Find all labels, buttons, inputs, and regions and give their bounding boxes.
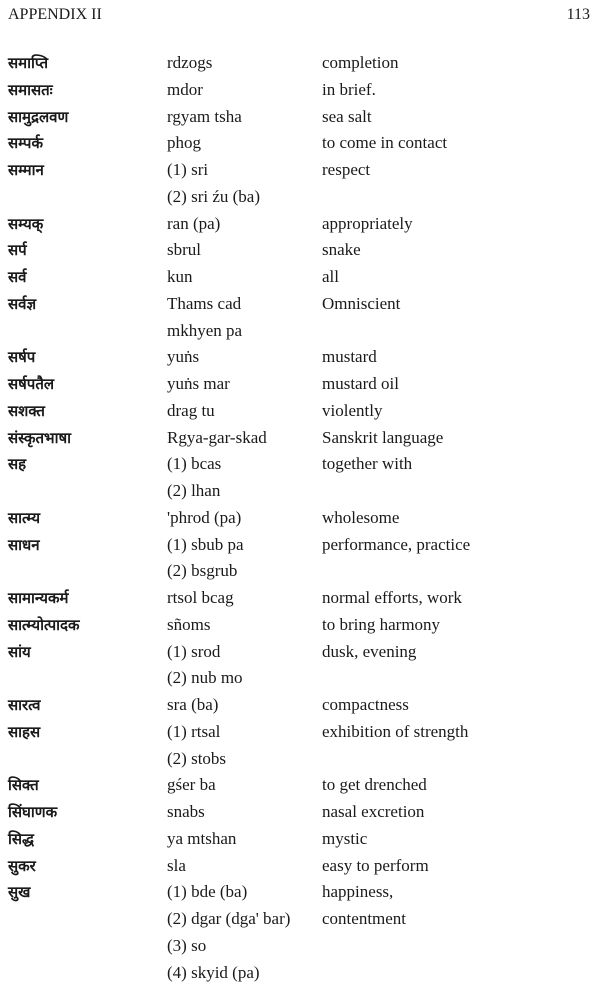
tibetan-term: phog — [167, 133, 201, 153]
tibetan-term: rtsol bcag — [167, 588, 234, 607]
tibetan-term: mkhyen pa — [167, 320, 243, 340]
sanskrit-term: संस्कृतभाषा — [8, 428, 72, 447]
english-meaning: wholesome — [322, 507, 400, 527]
glossary-row — [0, 372, 600, 399]
glossary-row — [0, 559, 600, 586]
english-meaning: all — [322, 267, 339, 286]
tibetan-term: kun — [167, 267, 193, 286]
english-meaning: exhibition of strength — [322, 721, 469, 741]
tibetan-term: yuṅs — [167, 347, 200, 367]
sanskrit-term: सांय — [8, 642, 31, 661]
glossary-row — [0, 747, 600, 774]
sanskrit-term: सर्व — [8, 268, 27, 286]
glossary-row — [0, 720, 600, 747]
glossary-row — [0, 265, 600, 292]
glossary-row — [0, 773, 600, 800]
english-meaning: mustard oil — [322, 374, 399, 393]
english-meaning: mustard — [322, 347, 377, 367]
sanskrit-term: सर्वज्ञ — [8, 294, 37, 313]
english-meaning: Omniscient — [322, 293, 401, 313]
english-meaning: Sanskrit language — [322, 427, 444, 447]
glossary-row — [0, 51, 600, 78]
english-meaning: compactness — [322, 695, 409, 714]
glossary-row — [0, 426, 600, 453]
glossary-row — [0, 345, 600, 372]
tibetan-term: rdzogs — [167, 53, 213, 72]
glossary-row — [0, 479, 600, 506]
tibetan-term: (1) sbub pa — [167, 534, 244, 554]
tibetan-term: snabs — [167, 802, 205, 821]
sanskrit-term: साहस — [8, 722, 41, 741]
sanskrit-term: सारत्व — [8, 696, 41, 714]
glossary-row — [0, 185, 600, 212]
tibetan-term: sñoms — [167, 614, 211, 634]
tibetan-term: (2) lhan — [167, 481, 221, 500]
glossary-row — [0, 238, 600, 265]
tibetan-term: ya mtshan — [167, 828, 237, 848]
sanskrit-term: सम्मान — [8, 161, 44, 179]
tibetan-term: 'phrod (pa) — [167, 507, 242, 527]
english-meaning: performance, practice — [322, 534, 471, 554]
tibetan-term: gśer ba — [167, 775, 216, 795]
english-meaning: normal efforts, work — [322, 588, 462, 607]
sanskrit-term: सर्प — [8, 241, 27, 260]
glossary-row — [0, 800, 600, 827]
glossary-row — [0, 961, 600, 988]
glossary-row — [0, 452, 600, 479]
english-meaning: nasal excretion — [322, 802, 425, 821]
glossary-row — [0, 78, 600, 105]
tibetan-term: (1) bde (ba) — [167, 882, 248, 902]
glossary-row — [0, 292, 600, 319]
english-meaning: completion — [322, 53, 399, 72]
sanskrit-term: सिक्त — [8, 776, 39, 795]
tibetan-term: rgyam tsha — [167, 106, 242, 126]
sanskrit-term: सम्यक् — [8, 214, 44, 233]
english-meaning: in brief. — [322, 79, 376, 99]
tibetan-term: sbrul — [167, 240, 201, 260]
tibetan-term: (1) srod — [167, 641, 221, 661]
sanskrit-term: सम्पर्क — [8, 134, 43, 153]
english-meaning: contentment — [322, 909, 407, 928]
tibetan-term: (2) dgar (dga' bar) — [167, 909, 291, 928]
english-meaning: easy to perform — [322, 855, 429, 875]
glossary-row — [0, 319, 600, 346]
glossary-row — [0, 934, 600, 961]
glossary-row — [0, 533, 600, 560]
tibetan-term: (2) sri źu (ba) — [167, 186, 260, 206]
glossary-row — [0, 693, 600, 720]
sanskrit-term: सर्षप — [8, 348, 36, 367]
sanskrit-term: सात्म्य — [8, 508, 41, 527]
english-meaning: happiness, — [322, 882, 394, 902]
english-meaning: together with — [322, 454, 413, 474]
glossary-row — [0, 399, 600, 426]
glossary-row — [0, 158, 600, 185]
sanskrit-term: सशक्त — [8, 401, 45, 420]
english-meaning: snake — [322, 240, 361, 260]
english-meaning: appropriately — [322, 213, 413, 233]
tibetan-term: Rgya-gar-skad — [167, 427, 267, 447]
sanskrit-term: सामुद्रलवण — [8, 107, 69, 126]
glossary-row — [0, 640, 600, 667]
tibetan-term: Thams cad — [167, 293, 242, 313]
sanskrit-term: सिंघाणक — [8, 803, 58, 821]
sanskrit-term: सुकर — [8, 856, 36, 875]
tibetan-term: (2) nub mo — [167, 668, 243, 688]
glossary-row — [0, 907, 600, 934]
tibetan-term: drag tu — [167, 400, 215, 420]
tibetan-term: sra (ba) — [167, 695, 219, 714]
sanskrit-term: सुख — [8, 883, 31, 902]
sanskrit-term: सामान्यकर्म — [8, 589, 69, 607]
tibetan-term: (4) skyid (pa) — [167, 962, 260, 982]
page-number: 113 — [566, 6, 590, 23]
glossary-table — [0, 51, 600, 987]
english-meaning: sea salt — [322, 106, 372, 126]
glossary-row — [0, 613, 600, 640]
tibetan-term: (1) bcas — [167, 454, 222, 474]
sanskrit-term: समासतः — [8, 80, 53, 99]
english-meaning: violently — [322, 400, 383, 420]
glossary-row — [0, 131, 600, 158]
tibetan-term: (1) sri — [167, 160, 209, 179]
glossary-row — [0, 506, 600, 533]
english-meaning: to bring harmony — [322, 614, 441, 634]
sanskrit-term: सह — [8, 455, 27, 474]
glossary-row — [0, 666, 600, 693]
sanskrit-term: सिद्ध — [8, 829, 35, 848]
glossary-row — [0, 827, 600, 854]
english-meaning: to come in contact — [322, 133, 448, 153]
sanskrit-term: सात्म्योत्पादक — [8, 615, 80, 634]
running-header-title: APPENDIX II — [8, 6, 102, 23]
tibetan-term: (2) stobs — [167, 748, 227, 768]
english-meaning: mystic — [322, 828, 368, 848]
glossary-row — [0, 854, 600, 881]
tibetan-term: (1) rtsal — [167, 721, 221, 741]
tibetan-term: (3) so — [167, 935, 207, 955]
english-meaning: respect — [322, 160, 371, 179]
sanskrit-term: समाप्ति — [8, 54, 49, 72]
glossary-row — [0, 586, 600, 613]
tibetan-term: ran (pa) — [167, 213, 221, 233]
glossary-row — [0, 880, 600, 907]
tibetan-term: (2) bsgrub — [167, 561, 238, 581]
tibetan-term: sla — [167, 855, 186, 875]
sanskrit-term: साधन — [8, 535, 40, 554]
sanskrit-term: सर्षपतैल — [8, 375, 55, 393]
tibetan-term: yuṅs mar — [167, 374, 230, 393]
glossary-row — [0, 105, 600, 132]
english-meaning: dusk, evening — [322, 641, 417, 661]
tibetan-term: mdor — [167, 79, 203, 99]
glossary-row — [0, 212, 600, 239]
english-meaning: to get drenched — [322, 775, 427, 795]
